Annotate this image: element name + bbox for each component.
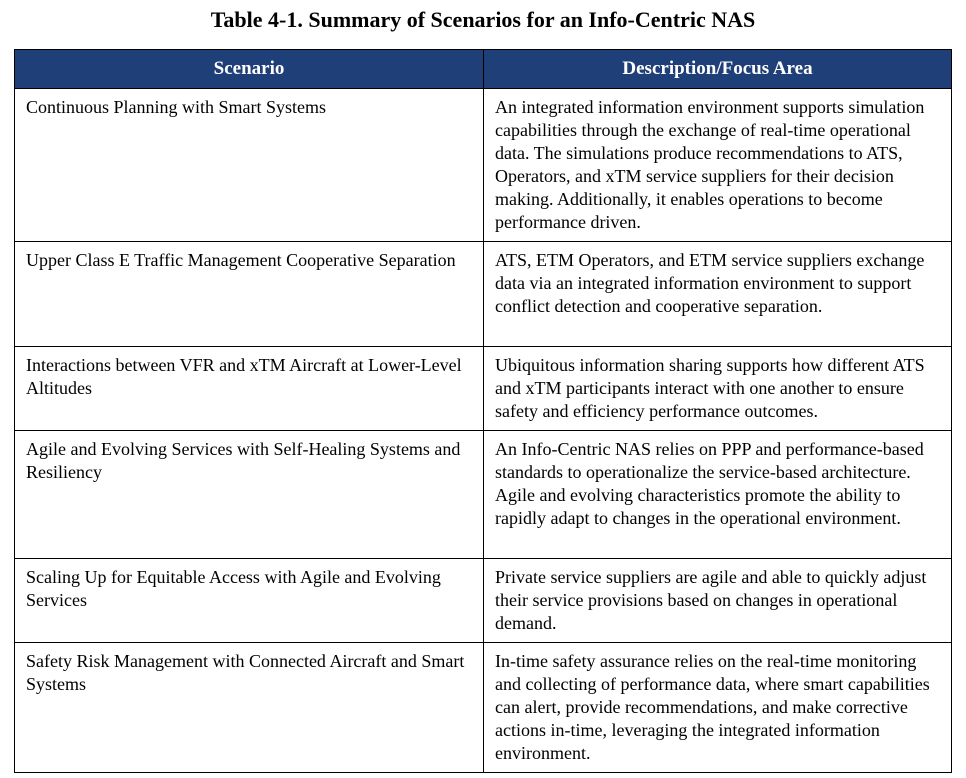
description-cell: An Info-Centric NAS relies on PPP and performance-based standards to operationalize the service-based architecture. Agile and evolving characteristics promote the ability to rapidly adapt to changes in the operational environment. <box>484 431 952 559</box>
scenario-summary-table <box>14 49 952 773</box>
description-cell: An integrated information environment supports simulation capabilities through the exchange of real-time operational data. The simulations produce recommendations to ATS, Operators, and xTM service suppliers for their decision making. Additionally, it enables operations to become performance driven. <box>484 89 952 242</box>
table-row <box>15 431 952 559</box>
scenario-cell: Continuous Planning with Smart Systems <box>15 89 484 242</box>
description-cell: Ubiquitous information sharing supports how different ATS and xTM participants interact with one another to ensure safety and efficiency performance outcomes. <box>484 347 952 431</box>
table-row <box>15 559 952 643</box>
description-cell: ATS, ETM Operators, and ETM service suppliers exchange data via an integrated information environment to support conflict detection and cooperative separation. <box>484 242 952 347</box>
description-cell: In-time safety assurance relies on the real-time monitoring and collecting of performance data, where smart capabilities can alert, provide recommendations, and make corrective actions in-time, leveraging the integrated information environment. <box>484 643 952 773</box>
table-row <box>15 347 952 431</box>
column-header-description: Description/Focus Area <box>484 50 952 89</box>
table-header-row <box>15 50 952 89</box>
scenario-cell: Safety Risk Management with Connected Aircraft and Smart Systems <box>15 643 484 773</box>
table-caption: Table 4-1. Summary of Scenarios for an Info-Centric NAS <box>210 7 756 32</box>
table-row <box>15 242 952 347</box>
scenario-cell: Scaling Up for Equitable Access with Agile and Evolving Services <box>15 559 484 643</box>
table-row <box>15 643 952 773</box>
description-cell: Private service suppliers are agile and able to quickly adjust their service provisions based on changes in operational demand. <box>484 559 952 643</box>
scenario-cell: Agile and Evolving Services with Self-Healing Systems and Resiliency <box>15 431 484 559</box>
scenario-cell: Interactions between VFR and xTM Aircraft at Lower-Level Altitudes <box>15 347 484 431</box>
table-row <box>15 89 952 242</box>
column-header-scenario: Scenario <box>15 50 484 89</box>
scenario-cell: Upper Class E Traffic Management Cooperative Separation <box>15 242 484 347</box>
